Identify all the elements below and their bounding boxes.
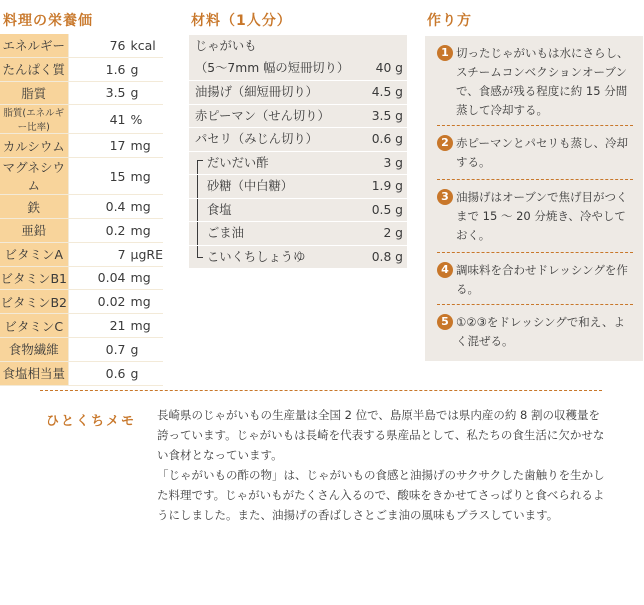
ingredient-name: 食塩 [207, 202, 232, 217]
nutrient-value: 21 [109, 318, 126, 334]
ingredient-qty: 2 g [383, 226, 403, 240]
nutrient-label: 脂質(エネルギー比率) [0, 105, 68, 134]
table-row [0, 81, 163, 105]
ingredient-row [189, 81, 407, 105]
step-text: ①②③をドレッシングで和え、よく混ぜる。 [456, 315, 625, 348]
nutrient-label: 鉄 [0, 195, 68, 219]
nutrient-value: 0.2 [105, 222, 126, 238]
memo-title: ひとくちメモ [46, 414, 137, 429]
nutrient-unit: g [130, 85, 139, 101]
step-number: 3 [437, 189, 453, 205]
step-item [437, 188, 633, 245]
table-row [0, 57, 163, 81]
nutrient-unit: μgRE [130, 246, 163, 262]
step-item [437, 313, 633, 351]
ingredient-row [189, 35, 407, 81]
table-row [0, 266, 163, 290]
table-row [0, 34, 163, 57]
nutrient-label: ビタミンB1 [0, 266, 68, 290]
memo-paragraph: 長崎県のじゃがいもの生産量は全国 2 位で、島原半島では県内産の約 8 割の収穫量を誇っています。じゃがいもは長崎を代表する県産品として、私たちの食生活に欠かせない食材となっています。 [157, 408, 605, 462]
table-row [0, 158, 163, 195]
table-row [0, 218, 163, 242]
table-row [0, 242, 163, 266]
nutrient-value: 0.6 [105, 365, 126, 381]
nutrient-unit: mg [130, 294, 151, 310]
step-text: 調味料を合わせドレッシングを作る。 [456, 263, 628, 296]
nutrient-label: カルシウム [0, 134, 68, 158]
nutrient-value: 0.04 [97, 270, 126, 286]
nutrient-unit: mg [130, 199, 151, 215]
ingredient-row [189, 175, 407, 199]
nutrient-value: 15 [109, 168, 126, 184]
step-number: 5 [437, 314, 453, 330]
ingredient-row [189, 105, 407, 129]
ingredient-row [189, 128, 407, 152]
dressing-group [189, 152, 407, 270]
step-text: 切ったじゃがいもは水にさらし、スチームコンベクションオーブンで、食感が残る程度に約 15 分間蒸して冷却する。 [456, 46, 629, 117]
ingredient-qty: 3 g [383, 155, 403, 170]
table-row [0, 337, 163, 361]
ingredient-name: じゃがいも [195, 39, 257, 53]
nutrient-unit: mg [130, 168, 151, 184]
ingredients-list [189, 35, 407, 269]
nutrient-value: 3.5 [105, 85, 126, 101]
ingredient-qty: 40 g [375, 61, 403, 75]
nutrient-unit: mg [130, 270, 151, 286]
divider [437, 304, 633, 305]
nutrient-label: たんぱく質 [0, 57, 68, 81]
ingredient-name: ごま油 [207, 226, 244, 240]
nutrient-label: 脂質 [0, 81, 68, 105]
steps-panel [425, 36, 643, 361]
nutrient-value: 0.7 [105, 341, 126, 357]
nutrient-unit: mg [130, 318, 151, 334]
table-row [0, 290, 163, 314]
nutrient-unit: g [130, 341, 139, 357]
nutrient-unit: g [130, 365, 139, 381]
nutrition-table [0, 34, 163, 386]
nutrient-unit: % [130, 111, 143, 127]
step-item [437, 261, 633, 299]
ingredient-name: こいくちしょうゆ [207, 249, 306, 264]
step-item [437, 44, 633, 120]
ingredient-row [189, 199, 407, 223]
ingredient-name: パセリ（みじん切り） [195, 132, 318, 146]
table-row [0, 314, 163, 338]
ingredient-qty: 0.5 g [371, 202, 403, 217]
ingredient-name: だいだい酢 [207, 155, 269, 170]
nutrient-value: 76 [109, 37, 126, 53]
memo-paragraph: 「じゃがいもの酢の物」は、じゃがいもの食感と油揚げのサクサクした歯触りを生かした料理です。じゃがいもがたくさん入るので、酸味をきかせてさっぱりと食べられるようにしました。また、油揚げの香ばしさとごま油の風味もプラスしています。 [157, 468, 605, 522]
step-item [437, 134, 633, 172]
memo-body [157, 405, 607, 525]
nutrient-label: ビタミンA [0, 242, 68, 266]
nutrient-value: 7 [117, 246, 126, 262]
divider [437, 179, 633, 180]
nutrient-unit: kcal [130, 37, 156, 53]
ingredient-qty: 0.6 g [371, 132, 403, 146]
step-text: 赤ピーマンとパセリも蒸し、冷却する。 [456, 136, 629, 169]
memo-divider [40, 390, 602, 391]
nutrient-value: 0.02 [97, 294, 126, 310]
nutrient-unit: mg [130, 222, 151, 238]
table-row [0, 105, 163, 134]
ingredient-qty: 4.5 g [371, 85, 403, 99]
ingredient-row [189, 246, 407, 270]
ingredient-name: 油揚げ（細短冊切り） [195, 85, 318, 99]
ingredient-name: 砂糖（中白糖） [207, 179, 294, 193]
ingredient-qty: 1.9 g [371, 179, 403, 193]
step-number: 1 [437, 45, 453, 61]
ingredient-note: （5～7mm 幅の短冊切り） [195, 61, 350, 75]
ingredient-qty: 0.8 g [371, 249, 403, 264]
nutrient-label: エネルギー [0, 34, 68, 57]
table-row [0, 195, 163, 219]
ingredients-title: 材料（1人分） [191, 13, 292, 29]
table-row [0, 361, 163, 385]
ingredient-qty: 3.5 g [371, 108, 403, 123]
divider [437, 125, 633, 126]
table-row [0, 134, 163, 158]
nutrient-unit: mg [130, 138, 151, 154]
step-number: 2 [437, 135, 453, 151]
nutrient-label: ビタミンC [0, 314, 68, 338]
step-number: 4 [437, 262, 453, 278]
ingredient-row [189, 152, 407, 176]
step-text: 油揚げはオーブンで焦げ目がつくまで 15 ～ 20 分焼き、冷やしておく。 [456, 190, 628, 242]
nutrient-unit: g [130, 61, 139, 77]
nutrient-value: 17 [109, 138, 126, 154]
nutrient-value: 1.6 [105, 61, 126, 77]
ingredient-name: 赤ピーマン（せん切り） [195, 108, 330, 123]
nutrient-label: 食塩相当量 [0, 361, 68, 385]
nutrient-label: 食物繊維 [0, 337, 68, 361]
nutrient-label: マグネシウム [0, 158, 68, 195]
ingredient-row [189, 222, 407, 246]
nutrient-value: 0.4 [105, 199, 126, 215]
nutrition-title: 料理の栄養価 [3, 13, 93, 29]
divider [437, 252, 633, 253]
nutrient-label: ビタミンB2 [0, 290, 68, 314]
steps-title: 作り方 [427, 13, 472, 29]
nutrient-label: 亜鉛 [0, 218, 68, 242]
nutrient-value: 41 [109, 111, 126, 127]
